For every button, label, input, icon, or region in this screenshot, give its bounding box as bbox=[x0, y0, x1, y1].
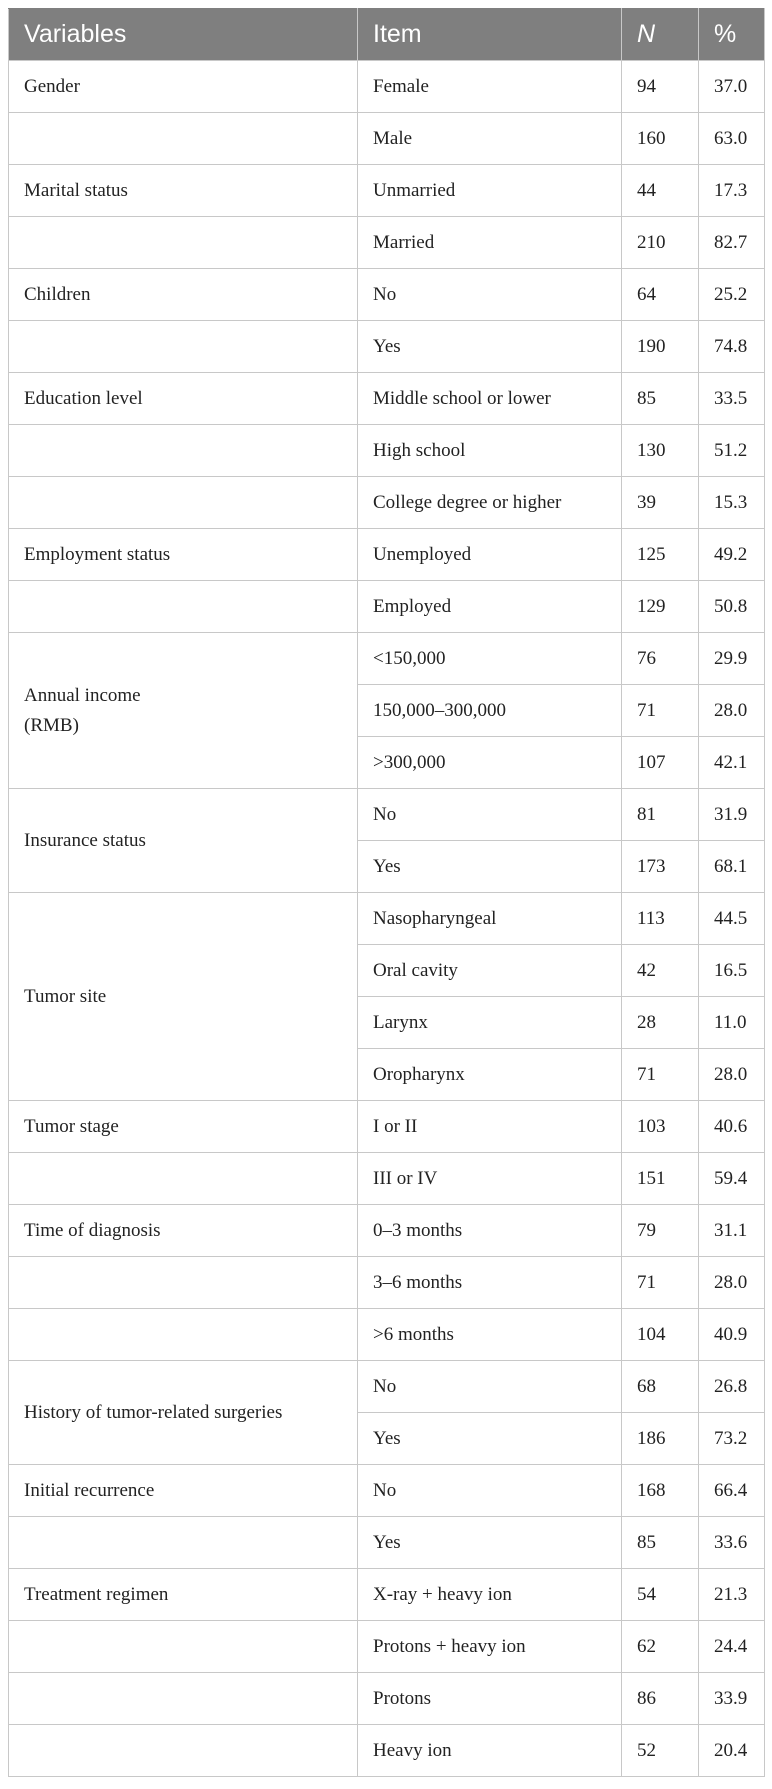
percent-cell: 31.1 bbox=[699, 1205, 765, 1257]
table-row bbox=[9, 633, 765, 685]
table-row bbox=[9, 165, 765, 217]
table-row bbox=[9, 321, 765, 373]
variable-label: Treatment regimen bbox=[24, 1583, 169, 1605]
variable-cell bbox=[9, 633, 358, 789]
variable-cell bbox=[9, 165, 358, 217]
item-cell: III or IV bbox=[358, 1153, 622, 1205]
variable-cell bbox=[9, 217, 358, 269]
table-row bbox=[9, 1673, 765, 1725]
n-cell: 28 bbox=[622, 997, 699, 1049]
percent-cell: 28.0 bbox=[699, 1257, 765, 1309]
percent-cell: 51.2 bbox=[699, 425, 765, 477]
table-row bbox=[9, 789, 765, 841]
item-cell: Female bbox=[358, 61, 622, 113]
n-cell: 52 bbox=[622, 1725, 699, 1777]
header-row bbox=[9, 9, 765, 61]
percent-cell: 15.3 bbox=[699, 477, 765, 529]
item-cell: No bbox=[358, 269, 622, 321]
variable-cell bbox=[9, 529, 358, 581]
n-cell: 94 bbox=[622, 61, 699, 113]
table-row bbox=[9, 1569, 765, 1621]
percent-cell: 44.5 bbox=[699, 893, 765, 945]
item-cell: Middle school or lower bbox=[358, 373, 622, 425]
percent-cell: 66.4 bbox=[699, 1465, 765, 1517]
percent-cell: 63.0 bbox=[699, 113, 765, 165]
item-cell: I or II bbox=[358, 1101, 622, 1153]
table-row bbox=[9, 1621, 765, 1673]
item-cell: Oropharynx bbox=[358, 1049, 622, 1101]
n-cell: 71 bbox=[622, 1257, 699, 1309]
header-item: Item bbox=[358, 9, 622, 61]
percent-cell: 68.1 bbox=[699, 841, 765, 893]
n-cell: 129 bbox=[622, 581, 699, 633]
variable-cell bbox=[9, 61, 358, 113]
variable-cell bbox=[9, 1725, 358, 1777]
item-cell: Yes bbox=[358, 321, 622, 373]
variable-cell bbox=[9, 113, 358, 165]
percent-cell: 20.4 bbox=[699, 1725, 765, 1777]
variable-cell bbox=[9, 1621, 358, 1673]
n-cell: 151 bbox=[622, 1153, 699, 1205]
table-row bbox=[9, 1257, 765, 1309]
variable-label: Employment status bbox=[24, 543, 171, 565]
percent-cell: 21.3 bbox=[699, 1569, 765, 1621]
table-row bbox=[9, 373, 765, 425]
table-row bbox=[9, 581, 765, 633]
n-cell: 210 bbox=[622, 217, 699, 269]
variable-cell bbox=[9, 1205, 358, 1257]
variable-cell bbox=[9, 1361, 358, 1465]
table-row bbox=[9, 1153, 765, 1205]
item-cell: Larynx bbox=[358, 997, 622, 1049]
n-cell: 186 bbox=[622, 1413, 699, 1465]
item-cell: Yes bbox=[358, 1413, 622, 1465]
variable-label: Tumor stage bbox=[24, 1115, 119, 1137]
n-cell: 125 bbox=[622, 529, 699, 581]
variable-label: Children bbox=[24, 283, 91, 305]
percent-cell: 33.6 bbox=[699, 1517, 765, 1569]
table-row bbox=[9, 1101, 765, 1153]
variable-label: (RMB) bbox=[24, 714, 79, 736]
variable-cell bbox=[9, 321, 358, 373]
percent-cell: 74.8 bbox=[699, 321, 765, 373]
variable-label: Gender bbox=[24, 75, 80, 97]
item-cell: Unmarried bbox=[358, 165, 622, 217]
percent-cell: 24.4 bbox=[699, 1621, 765, 1673]
variable-label: Marital status bbox=[24, 179, 128, 201]
item-cell: X-ray + heavy ion bbox=[358, 1569, 622, 1621]
n-cell: 44 bbox=[622, 165, 699, 217]
n-cell: 86 bbox=[622, 1673, 699, 1725]
percent-cell: 40.6 bbox=[699, 1101, 765, 1153]
percent-cell: 33.5 bbox=[699, 373, 765, 425]
variable-cell bbox=[9, 373, 358, 425]
item-cell: College degree or higher bbox=[358, 477, 622, 529]
n-cell: 85 bbox=[622, 373, 699, 425]
percent-cell: 26.8 bbox=[699, 1361, 765, 1413]
item-cell: >300,000 bbox=[358, 737, 622, 789]
variable-label: Education level bbox=[24, 387, 143, 409]
variable-cell bbox=[9, 1257, 358, 1309]
variable-cell bbox=[9, 425, 358, 477]
item-cell: >6 months bbox=[358, 1309, 622, 1361]
n-cell: 79 bbox=[622, 1205, 699, 1257]
n-cell: 130 bbox=[622, 425, 699, 477]
variable-cell bbox=[9, 1309, 358, 1361]
n-cell: 104 bbox=[622, 1309, 699, 1361]
table-row bbox=[9, 529, 765, 581]
percent-cell: 17.3 bbox=[699, 165, 765, 217]
n-cell: 107 bbox=[622, 737, 699, 789]
table-header bbox=[9, 9, 765, 61]
n-cell: 42 bbox=[622, 945, 699, 997]
item-cell: Protons + heavy ion bbox=[358, 1621, 622, 1673]
item-cell: 3–6 months bbox=[358, 1257, 622, 1309]
percent-cell: 28.0 bbox=[699, 685, 765, 737]
percent-cell: 50.8 bbox=[699, 581, 765, 633]
item-cell: High school bbox=[358, 425, 622, 477]
percent-cell: 42.1 bbox=[699, 737, 765, 789]
percent-cell: 25.2 bbox=[699, 269, 765, 321]
n-cell: 173 bbox=[622, 841, 699, 893]
percent-cell: 11.0 bbox=[699, 997, 765, 1049]
item-cell: 150,000–300,000 bbox=[358, 685, 622, 737]
percent-cell: 40.9 bbox=[699, 1309, 765, 1361]
item-cell: Protons bbox=[358, 1673, 622, 1725]
table-row bbox=[9, 893, 765, 945]
percent-cell: 31.9 bbox=[699, 789, 765, 841]
percent-cell: 59.4 bbox=[699, 1153, 765, 1205]
variable-cell bbox=[9, 1517, 358, 1569]
table-row bbox=[9, 1309, 765, 1361]
variable-label: Time of diagnosis bbox=[24, 1219, 161, 1241]
n-cell: 54 bbox=[622, 1569, 699, 1621]
percent-cell: 29.9 bbox=[699, 633, 765, 685]
n-cell: 81 bbox=[622, 789, 699, 841]
table-row bbox=[9, 425, 765, 477]
variable-cell bbox=[9, 477, 358, 529]
item-cell: Employed bbox=[358, 581, 622, 633]
header-n: N bbox=[622, 9, 699, 61]
percent-cell: 16.5 bbox=[699, 945, 765, 997]
n-cell: 68 bbox=[622, 1361, 699, 1413]
header-percent: % bbox=[699, 9, 765, 61]
table-body bbox=[9, 61, 765, 1777]
table-row bbox=[9, 1205, 765, 1257]
demographics-table bbox=[8, 8, 765, 1777]
variable-cell bbox=[9, 581, 358, 633]
variable-label: History of tumor-related surgeries bbox=[24, 1401, 283, 1423]
percent-cell: 37.0 bbox=[699, 61, 765, 113]
percent-cell: 28.0 bbox=[699, 1049, 765, 1101]
variable-cell bbox=[9, 893, 358, 1101]
table-row bbox=[9, 1725, 765, 1777]
n-cell: 85 bbox=[622, 1517, 699, 1569]
n-cell: 103 bbox=[622, 1101, 699, 1153]
n-cell: 160 bbox=[622, 113, 699, 165]
item-cell: Unemployed bbox=[358, 529, 622, 581]
n-cell: 168 bbox=[622, 1465, 699, 1517]
n-cell: 62 bbox=[622, 1621, 699, 1673]
item-cell: No bbox=[358, 1465, 622, 1517]
variable-cell bbox=[9, 789, 358, 893]
percent-cell: 33.9 bbox=[699, 1673, 765, 1725]
item-cell: Married bbox=[358, 217, 622, 269]
item-cell: Nasopharyngeal bbox=[358, 893, 622, 945]
table-row bbox=[9, 269, 765, 321]
table-row bbox=[9, 1517, 765, 1569]
table-row bbox=[9, 113, 765, 165]
variable-cell bbox=[9, 1465, 358, 1517]
table-row bbox=[9, 217, 765, 269]
table-row bbox=[9, 477, 765, 529]
item-cell: No bbox=[358, 789, 622, 841]
variable-cell bbox=[9, 1673, 358, 1725]
n-cell: 113 bbox=[622, 893, 699, 945]
item-cell: Heavy ion bbox=[358, 1725, 622, 1777]
table-row bbox=[9, 1361, 765, 1413]
percent-cell: 82.7 bbox=[699, 217, 765, 269]
item-cell: Oral cavity bbox=[358, 945, 622, 997]
header-variables: Variables bbox=[9, 9, 358, 61]
n-cell: 76 bbox=[622, 633, 699, 685]
item-cell: No bbox=[358, 1361, 622, 1413]
percent-cell: 73.2 bbox=[699, 1413, 765, 1465]
variable-cell bbox=[9, 269, 358, 321]
variable-label: Insurance status bbox=[24, 829, 146, 851]
n-cell: 71 bbox=[622, 685, 699, 737]
n-cell: 190 bbox=[622, 321, 699, 373]
item-cell: <150,000 bbox=[358, 633, 622, 685]
variable-label: Initial recurrence bbox=[24, 1479, 155, 1501]
item-cell: 0–3 months bbox=[358, 1205, 622, 1257]
n-cell: 64 bbox=[622, 269, 699, 321]
table-row bbox=[9, 1465, 765, 1517]
n-cell: 39 bbox=[622, 477, 699, 529]
table-row bbox=[9, 61, 765, 113]
item-cell: Yes bbox=[358, 841, 622, 893]
variable-cell bbox=[9, 1101, 358, 1153]
n-cell: 71 bbox=[622, 1049, 699, 1101]
item-cell: Yes bbox=[358, 1517, 622, 1569]
variable-label: Tumor site bbox=[24, 985, 107, 1007]
variable-cell bbox=[9, 1153, 358, 1205]
item-cell: Male bbox=[358, 113, 622, 165]
variable-label: Annual income bbox=[24, 684, 141, 706]
percent-cell: 49.2 bbox=[699, 529, 765, 581]
variable-cell bbox=[9, 1569, 358, 1621]
